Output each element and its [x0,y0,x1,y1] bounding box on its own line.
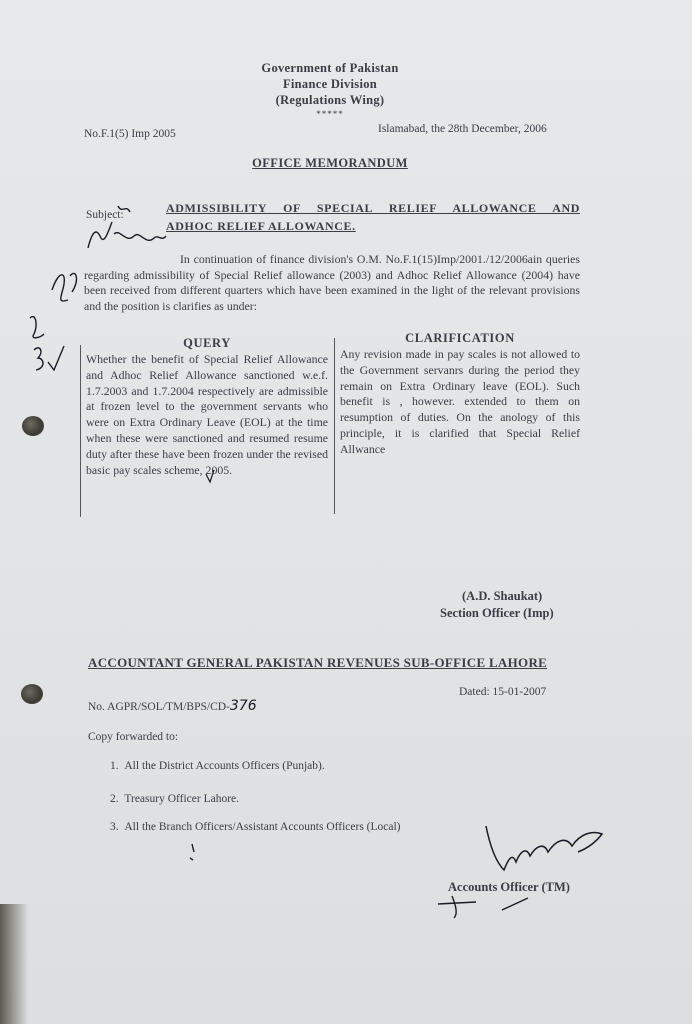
recipient-number: 3. [110,821,119,833]
handwritten-tick-1 [30,317,44,338]
recipient-2 [110,793,239,805]
header-government: Government of Pakistan [261,61,399,75]
recipient-number: 1. [110,760,119,772]
signatory-name: (A.D. Shaukat) [462,589,543,603]
recipient-3 [110,821,401,833]
office-heading: ACCOUNTANT GENERAL PAKISTAN REVENUES SUB-OFFICE LAHORE [88,655,548,670]
handwritten-note-adv [114,233,166,241]
accounts-officer-signature [486,826,602,870]
recipient-text: All the Branch Officers/Assistant Accounts Officers (Local) [124,821,401,833]
recipient-1 [110,760,325,772]
table-center-divider [334,338,335,514]
clarification-text: Any revision made in pay scales is not allowed to the Government servanrs during the period they remain on Extra Ordinary leave (EOL). Such benefit is , however. extended to them on resumption of duties. On the anology of this principle, it is clarified that Special Relief Allwance [340,347,580,456]
table-left-border [80,345,81,517]
forward-ref-printed: No. AGPR/SOL/TM/BPS/CD- [88,701,230,713]
recipient-number: 2. [110,793,119,805]
subject-line-2: ADHOC RELIEF ALLOWANCE. [166,219,356,233]
forward-ref-dated: Dated: 15-01-2007 [459,686,547,698]
clarification-heading: CLARIFICATION [405,331,515,345]
copy-forwarded-label: Copy forwarded to: [88,731,179,743]
accounts-officer-designation: Accounts Officer (TM) [448,880,570,894]
recipient-text: Treasury Officer Lahore. [124,793,240,805]
handwritten-mark-small [190,844,194,860]
page-shadow-edge [0,904,28,1024]
signature-underline-2 [502,898,528,910]
recipient-text: All the District Accounts Officers (Punjab). [124,760,325,772]
punch-hole-bottom [21,684,43,704]
intro-paragraph: In continuation of finance division's O.M. No.F.1(15)Imp/2001./12/2006ain queries regarding admissibility of Special Relief allowance (2003) and Adhoc Relief Allowance (2004) have been received from different quarters which have been examined in the light of the relevant provisions and the position is clarifies as under: [84,252,580,313]
header-division: Finance Division [282,77,378,91]
subject-line-1: ADMISSIBILITY OF SPECIAL RELIEF ALLOWANCE AND [166,201,580,215]
signatory-designation: Section Officer (Imp) [440,606,554,620]
header-stars: ***** [316,109,344,119]
forward-ref-number [88,698,257,714]
punch-hole-top [22,416,44,436]
signature-underline-1 [438,896,476,918]
header-wing: (Regulations Wing) [275,93,385,107]
handwritten-mark-29 [52,273,76,301]
handwritten-mark-3 [34,346,64,370]
query-text: Whether the benefit of Special Relief Allowance and Adhoc Relief Allowance sanctioned w.e.f. 1.7.2003 and 1.7.2004 respectively are admissible at frozen level to the government servants who were on Extra Ordinary Leave (EOL) at the time when these were sanctioned and resumed resume duty after these have been frozen under the revised basic pay scales scheme, 2005. [86,352,328,477]
subject-label: Subject: [86,209,124,221]
memo-title: OFFICE MEMORANDUM [252,156,408,170]
reference-number: No.F.1(5) Imp 2005 [84,128,176,140]
query-heading: QUERY [183,336,231,350]
forward-ref-handwritten: 376 [229,698,257,714]
reference-place-date: Islamabad, the 28th December, 2006 [378,123,547,135]
